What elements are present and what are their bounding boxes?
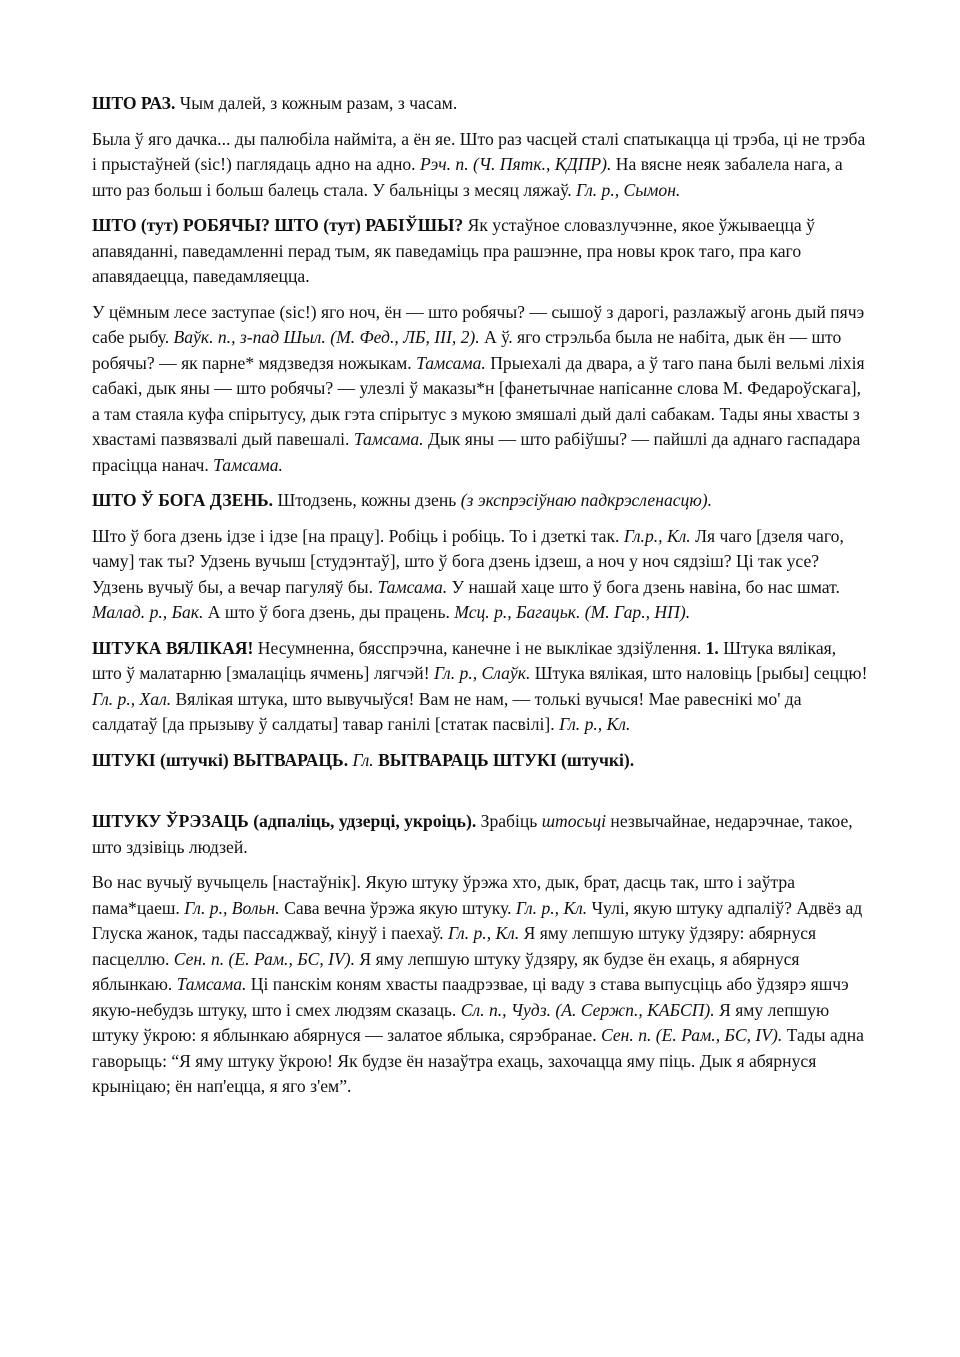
headword-text: ШТУКА ВЯЛІКАЯ! — [92, 637, 254, 658]
dictionary-paragraph — [92, 636, 870, 738]
source-reference: Гл. р., Вольн. — [184, 897, 280, 918]
body-text: Дык яны — што рабіўшы? — пайшлі да аднаго гаспадара прасіцца нанач. — [92, 429, 861, 475]
source-reference: Сл. п., Чудз. (А. Сержп., КАБСП). — [460, 999, 715, 1020]
dictionary-paragraph — [92, 748, 870, 774]
headword-text: ШТУКІ (штучкі) ВЫТВАРАЦЬ. — [92, 749, 349, 770]
body-text: Вялікая штука, што вывучыўся! Вам не нам, — толькі вучыся! Мае равеснікі мо' да салдатаў [да прызыву ў салдаты] тавар ганілі [статак пасвілі]. — [92, 688, 802, 734]
body-text: Ля чаго [дзеля чаго, чаму] так ты? Удзень вучыш [студэнтаў], што ў бога дзень ідзеш, а ноч у ноч сядзіш? Ці так усе? Удзень вучыў бы, а вечар пагуляў бы. — [92, 525, 844, 597]
source-reference: Тамсама. — [377, 576, 448, 597]
source-reference: Гл. — [352, 749, 374, 770]
body-text: Я яму лепшую штуку ўдзяру, як будзе ён ехаць, я абярнуся яблынкаю. — [92, 948, 800, 994]
body-text: Была ў яго дачка... ды палюбіла найміта, а ён яе. Што раз часцей сталі спатыкацца ці трэба, ці не трэба і прыстаўней (sic!) паглядаць адно на адно. — [92, 128, 866, 174]
dictionary-paragraph — [92, 300, 870, 479]
headword-text: ШТО (тут) РОБЯЧЫ? ШТО (тут) РАБІЎШЫ? — [92, 215, 464, 235]
source-reference: Мсц. р., Багацьк. (М. Гар., НП). — [454, 602, 691, 622]
source-reference: Сен. п. (Е. Рам., БС, IV). — [173, 948, 356, 969]
source-reference: Рэч. п. (Ч. Пятк., КДПР). — [419, 154, 612, 174]
body-text: Во нас вучыў вучыцель [настаўнік]. Якую штуку ўрэжа хто, дык, брат, дасць так, што і заўтра пама*цаеш. — [92, 872, 796, 918]
headword-text: 1. — [705, 637, 719, 658]
headword-text: ШТУКУ ЎРЭЗАЦЬ (адпаліць, удзерці, укроіць). — [92, 811, 477, 831]
dictionary-paragraph — [92, 91, 870, 117]
source-reference: Тамсама. — [213, 454, 283, 475]
source-reference: Гл. р., Хал. — [92, 688, 172, 709]
dictionary-paragraph — [92, 213, 870, 290]
body-text: Штодзень, кожны дзень — [273, 490, 461, 510]
body-text: А што ў бога дзень, ды працень. — [203, 602, 455, 622]
source-reference: Гл. р., Кл. — [559, 714, 631, 734]
source-reference: штосьці — [541, 811, 607, 831]
source-reference: Тамсама. — [176, 974, 247, 994]
dictionary-paragraph — [92, 524, 870, 626]
body-text: Чулі, якую штуку адпаліў? Адвёз ад Глуска жанок, тады пассаджваў, кінуў і паехаў. — [92, 897, 863, 943]
body-text: незвычайнае, недарэчнае, такое, што здзівіць людзей. — [92, 811, 853, 857]
source-reference: Гл. р., Кл. — [515, 897, 588, 918]
body-text: Несумненна, бясспрэчна, канечне і не выклікае здзіўлення. — [253, 637, 706, 658]
body-text: Тады адна гаворыць: “Я яму штуку ўкрою! Як будзе ён назаўтра ехаць, захочацца яму піць. Дык я абярнуся крыніцаю; ён нап'ецца, я яго з'ем”. — [92, 1025, 864, 1096]
headword-text: ШТО Ў БОГА ДЗЕНЬ. — [92, 490, 274, 510]
body-text: У нашай хаце што ў бога дзень навіна, бо нас шмат. — [447, 576, 840, 597]
body-text: Штука вялікая, што ў малатарню [змалаціць ячмень] лягчэй! — [92, 637, 837, 683]
document-page — [92, 91, 870, 1110]
body-text: Як устаўное словазлучэнне, якое ўжываецца ў апавяданні, паведамленні перад тым, як паведаміць пра рашэнне, пра новы крок таго, пра каго апавядаецца, паведамляецца. — [92, 215, 815, 286]
body-text: А ў. яго стрэльба была не набіта, дык ён — што робячы? — як парне* мядзведзя ножыкам. — [92, 327, 842, 373]
source-reference: Гл. р., Сымон. — [576, 179, 681, 200]
headword-text: ВЫТВАРАЦЬ ШТУКІ (штучкі). — [378, 749, 635, 770]
dictionary-paragraph — [92, 127, 870, 204]
source-reference: (з экспрэсіўнаю падкрэсленасцю). — [460, 490, 713, 510]
body-text: На вясне неяк забалела нага, а што раз больш і больш балець стала. У бальніцы з месяц ляжаў. — [92, 154, 843, 200]
source-reference: Тамсама. — [353, 429, 424, 449]
dictionary-paragraph — [92, 870, 870, 1100]
body-text: У цёмным лесе заступае (sic!) яго ноч, ён — што робячы? — сышоў з дарогі, разлажыў агонь дый пячэ сабе рыбу. — [92, 301, 865, 347]
dictionary-paragraph — [92, 488, 870, 514]
source-reference: Тамсама. — [416, 352, 486, 373]
body-text: Зрабіць — [476, 811, 542, 831]
source-reference: Ваўк. п., з-пад Шыл. (М. Фед., ЛБ, III, 2). — [173, 327, 480, 347]
body-text: Штука вялікая, што наловіць [рыбы] сеццю! — [530, 663, 868, 683]
body-text: Сава вечна ўрэжа якую штуку. — [279, 897, 516, 918]
body-text: Прыехалі да двара, а ў таго пана былі вельмі ліхія сабакі, дык яны — што робячы? — улезлі ў маказы*н [фанетычнае напісанне слова М. Федароўскага], а там стаяла куфа спірытусу, дык гэта спірытус з мукою змяшалі дый далі сабакам. Тады яны хвасты з хвастамі пазвязвалі дый павешалі. — [92, 352, 865, 449]
source-reference: Сен. п. (Е. Рам., БС, IV). — [601, 1025, 783, 1045]
headword-text: ШТО РАЗ. — [92, 93, 176, 113]
dictionary-paragraph — [92, 809, 870, 860]
body-text: Ці панскім коням хвасты паадрэзвае, ці ваду з става выпусціць або ўдзярэ яшчэ якую-небудзь штуку, што і смех людзям сказаць. — [92, 974, 849, 1020]
source-reference: Гл. р., Кл. — [447, 923, 520, 943]
source-reference: Гл.р., Кл. — [623, 525, 691, 546]
body-text: Я яму лепшую штуку ўдзяру: абярнуся пасцеллю. — [92, 923, 817, 969]
source-reference: Гл. р., Слаўк. — [433, 663, 531, 683]
body-text: Што ў бога дзень ідзе і ідзе [на працу]. Робіць і робіць. То і дзеткі так. — [92, 525, 624, 546]
body-text: Я яму лепшую штуку ўкрою: я яблынкаю абярнуся — залатое яблыка, сярэбранае. — [92, 999, 830, 1045]
body-text: Чым далей, з кожным разам, з часам. — [175, 93, 458, 113]
source-reference: Малад. р., Бак. — [92, 602, 204, 622]
